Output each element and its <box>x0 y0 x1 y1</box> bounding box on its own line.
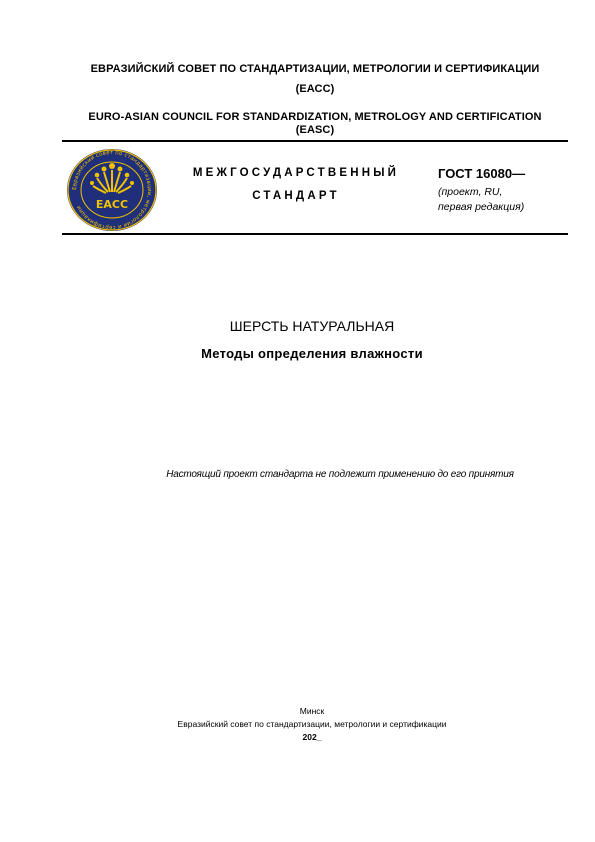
standard-label: СТАНДАРТ <box>252 190 340 202</box>
top-rule <box>62 140 568 142</box>
draft-status-line2: первая редакция) <box>438 201 525 213</box>
footer-city: Минск <box>299 706 325 716</box>
header-ru-abbr: (ЕАСС) <box>295 83 335 95</box>
logo-ring-text: Евразийский совет по стандартизации, метрологии и сертификации <box>71 149 153 231</box>
header-en-abbr: (EASC) <box>295 124 335 136</box>
header-en-line1: EURO-ASIAN COUNCIL FOR STANDARDIZATION, METROLOGY AND CERTIFICATION <box>88 111 542 123</box>
document-title: ШЕРСТЬ НАТУРАЛЬНАЯ <box>229 318 395 334</box>
document-subtitle: Методы определения влажности <box>201 346 423 361</box>
easc-logo <box>66 148 158 232</box>
draft-notice: Настоящий проект стандарта не подлежит применению до его принятия <box>166 469 514 480</box>
bottom-rule <box>62 233 568 235</box>
easc-emblem-icon <box>66 148 158 232</box>
footer-year: 202_ <box>302 732 322 742</box>
interstate-label: МЕЖГОСУДАРСТВЕННЫЙ <box>192 167 400 179</box>
draft-status-line1: (проект, RU, <box>438 186 503 198</box>
logo-label: ЕАСС <box>95 198 129 211</box>
header-ru-line1: ЕВРАЗИЙСКИЙ СОВЕТ ПО СТАНДАРТИЗАЦИИ, МЕТРОЛОГИИ И СЕРТИФИКАЦИИ <box>90 63 540 75</box>
footer-publisher: Евразийский совет по стандартизации, метрологии и сертификации <box>177 719 447 729</box>
gost-number: ГОСТ 16080— <box>438 166 526 181</box>
